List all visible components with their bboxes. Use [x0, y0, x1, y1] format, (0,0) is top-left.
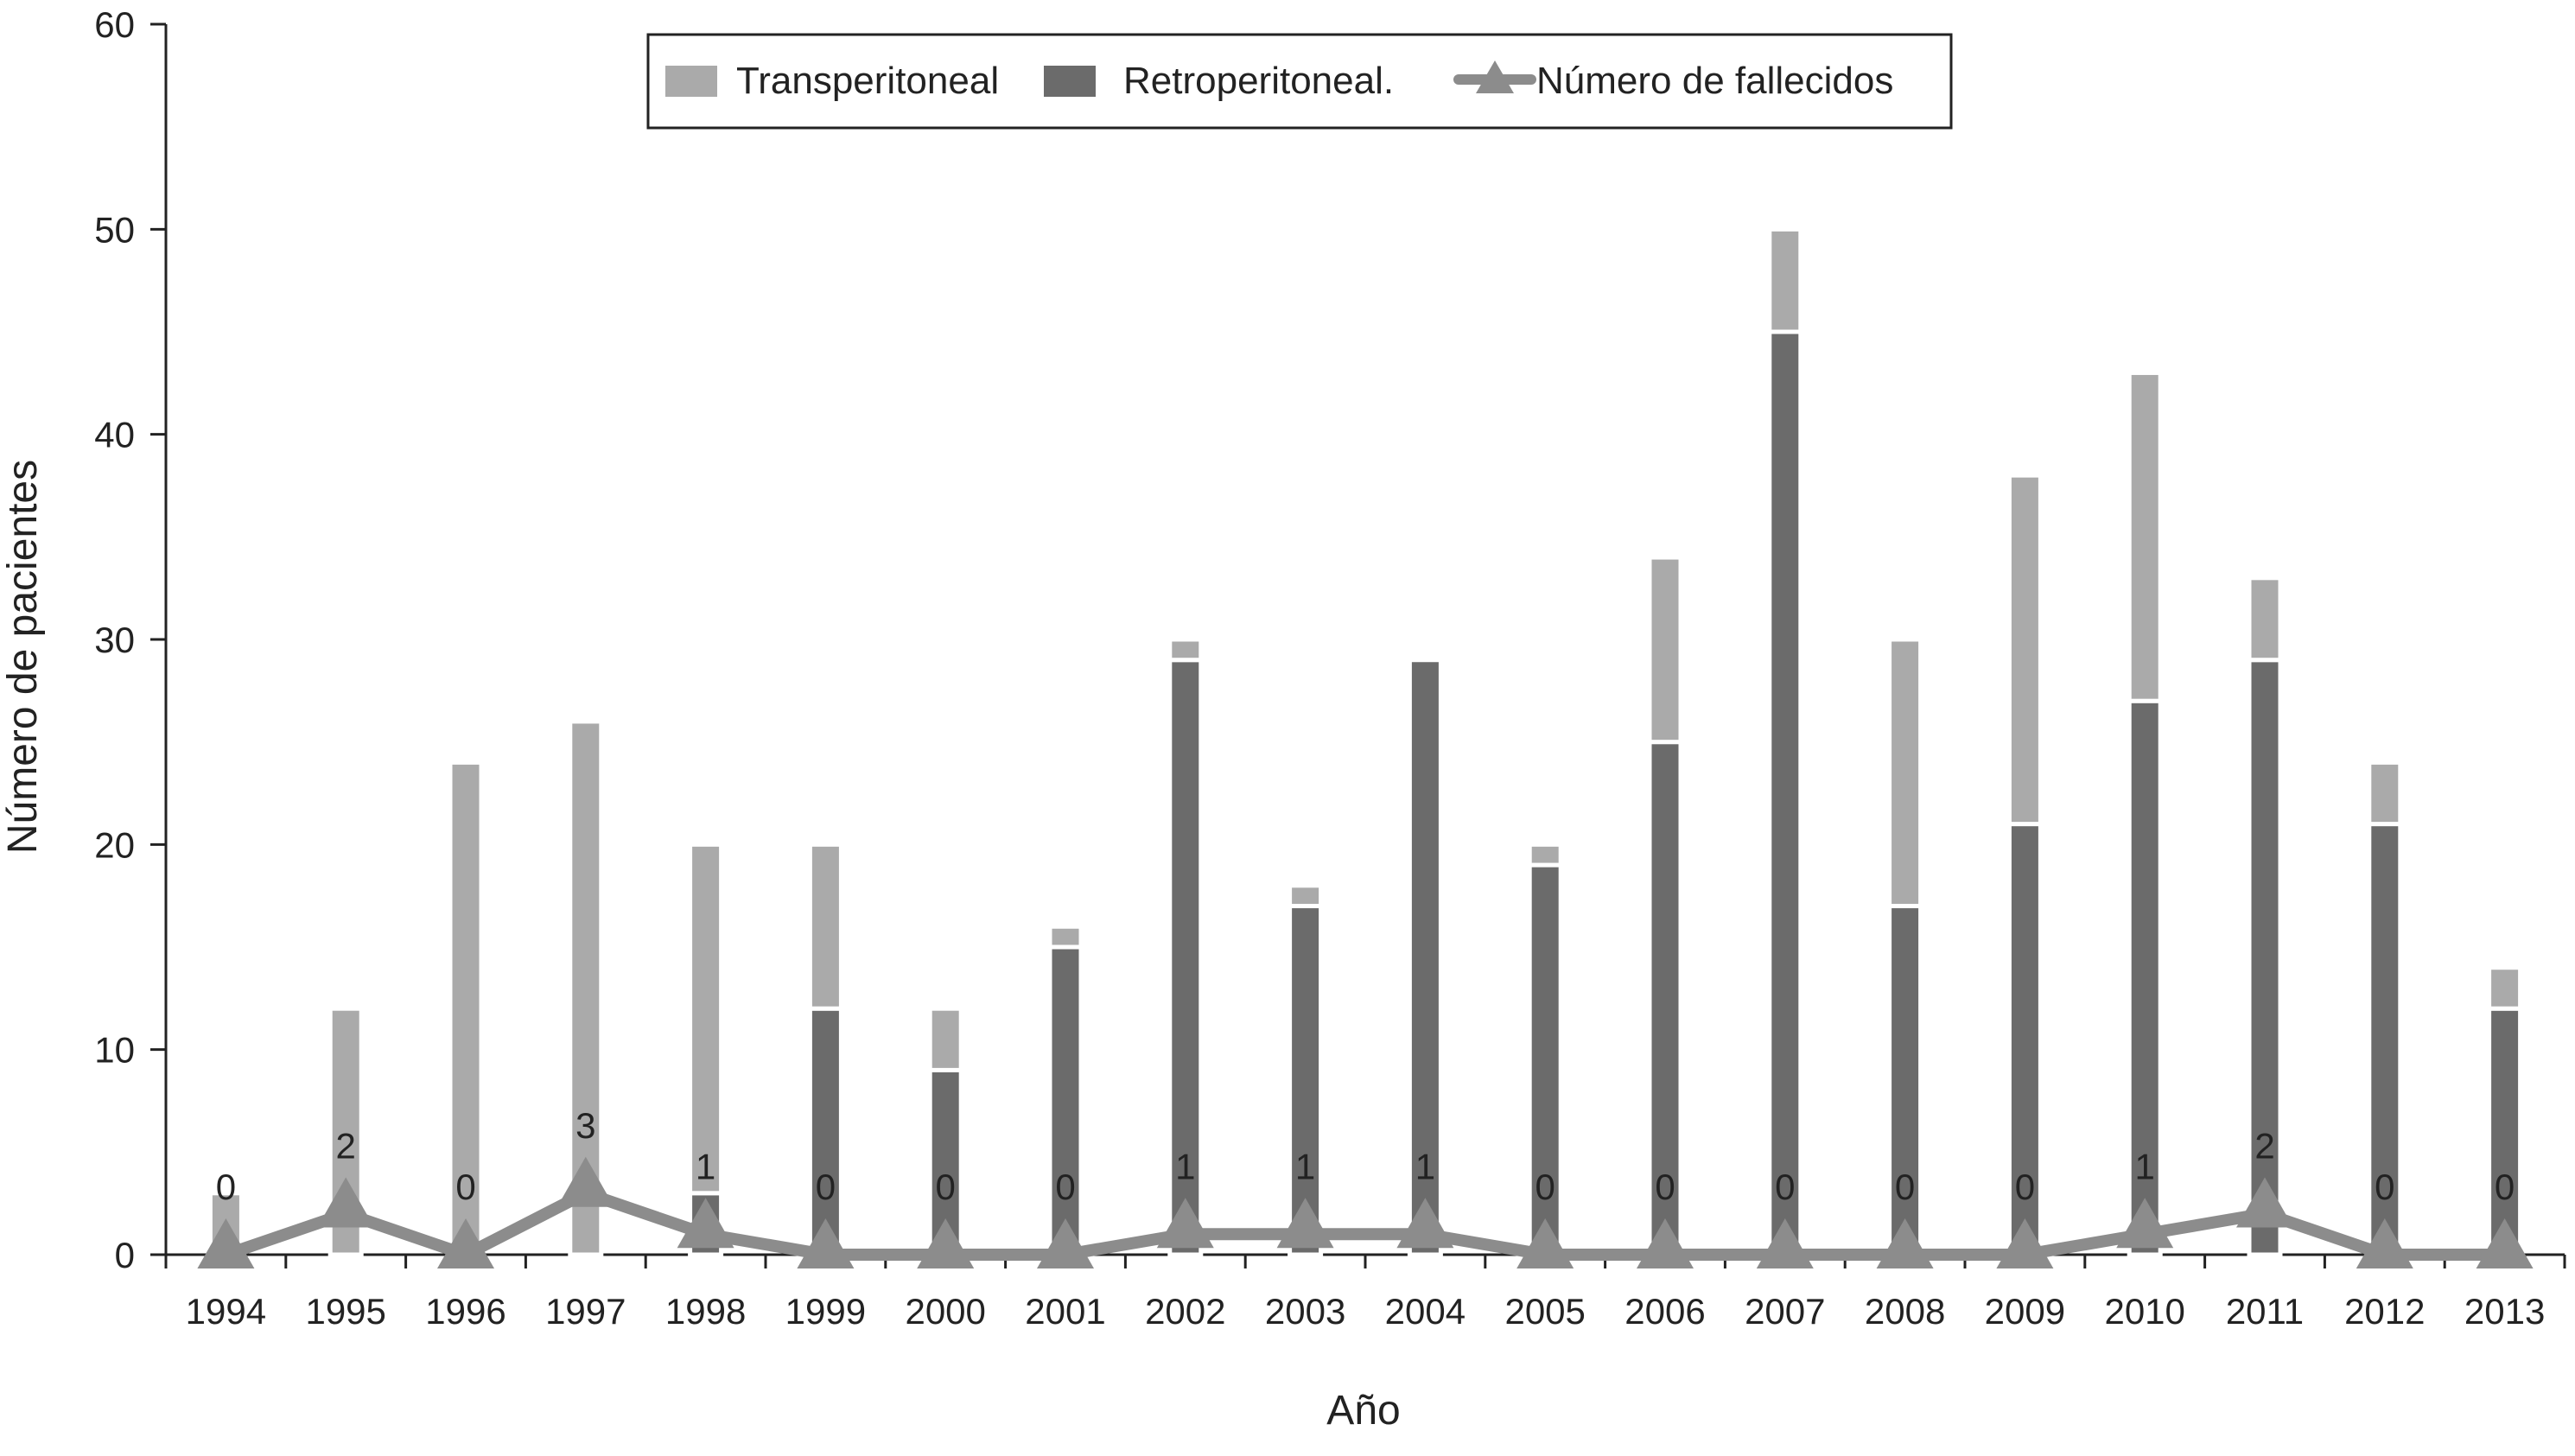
x-tick-label: 2002 — [1145, 1291, 1226, 1332]
bar-transperitoneal — [1170, 639, 1201, 660]
triangle-marker — [917, 1218, 974, 1268]
death-count-label: 0 — [2014, 1167, 2036, 1207]
x-tick-label: 2013 — [2464, 1291, 2546, 1332]
y-tick-label: 30 — [94, 620, 135, 660]
x-tick-label: 2009 — [1984, 1291, 2066, 1332]
triangle-marker — [797, 1218, 854, 1268]
triangle-marker — [1277, 1198, 1334, 1248]
bar-transperitoneal — [1890, 639, 1921, 906]
bar-transperitoneal — [2489, 968, 2521, 1008]
death-count-label: 0 — [215, 1167, 237, 1207]
x-tick-label: 2008 — [1864, 1291, 1946, 1332]
death-count-label: 3 — [575, 1104, 596, 1146]
bar-retroperitoneal — [810, 1008, 841, 1255]
x-tick-label: 2000 — [905, 1291, 986, 1332]
bar-transperitoneal — [1770, 229, 1801, 332]
death-labels — [216, 1105, 2515, 1207]
x-tick-label: 2005 — [1504, 1291, 1586, 1332]
y-tick-label: 0 — [114, 1235, 135, 1275]
death-count-label: 0 — [2494, 1167, 2515, 1207]
axes — [150, 24, 2565, 1268]
y-tick-label: 60 — [94, 4, 135, 45]
death-count-label: 1 — [695, 1146, 716, 1187]
death-count-label: 0 — [455, 1167, 476, 1207]
death-count-label: 0 — [2375, 1167, 2395, 1207]
legend-label-deaths: Número de fallecidos — [1536, 60, 1894, 102]
death-count-label: 2 — [2254, 1125, 2275, 1167]
bar-transperitoneal — [810, 844, 841, 1008]
y-tick-label: 50 — [94, 209, 135, 251]
bar-transperitoneal — [1529, 844, 1561, 865]
legend-swatch-transperitoneal — [665, 66, 717, 97]
death-count-label: 0 — [815, 1167, 836, 1207]
x-tick-label: 2003 — [1264, 1291, 1346, 1332]
triangle-marker — [557, 1157, 614, 1207]
bar-transperitoneal — [1050, 926, 1081, 947]
bar-retroperitoneal — [2489, 1008, 2521, 1255]
death-count-label: 1 — [1415, 1146, 1436, 1187]
triangle-marker — [2476, 1218, 2534, 1268]
x-tick-label: 1997 — [545, 1291, 626, 1332]
bar-retroperitoneal — [1770, 332, 1801, 1255]
bar-transperitoneal — [2009, 475, 2040, 823]
x-tick-label: 2006 — [1624, 1291, 1706, 1332]
death-count-label: 1 — [2134, 1146, 2155, 1187]
legend-label-retroperitoneal: Retroperitoneal. — [1123, 60, 1395, 102]
x-tick-label: 2004 — [1384, 1291, 1466, 1332]
y-tick-label: 20 — [94, 824, 135, 866]
triangle-marker — [1516, 1218, 1574, 1268]
x-axis-title: Año — [1326, 1388, 1401, 1434]
death-count-label: 1 — [1294, 1146, 1316, 1187]
x-tick-label: 1996 — [425, 1291, 506, 1332]
x-tick-label: 1995 — [305, 1291, 386, 1332]
deaths-line — [197, 1157, 2533, 1268]
x-tick-label: 1999 — [785, 1291, 867, 1332]
y-axis-title: Número de pacientes — [0, 459, 46, 855]
x-tick-label: 1994 — [185, 1291, 267, 1332]
bar-transperitoneal — [2129, 372, 2160, 701]
x-tick-label: 1998 — [664, 1291, 747, 1332]
death-count-label: 0 — [1775, 1167, 1796, 1207]
triangle-marker — [1877, 1218, 1934, 1268]
legend — [648, 35, 1951, 128]
triangle-marker — [1637, 1218, 1694, 1268]
triangle-marker — [1396, 1198, 1453, 1248]
bar-transperitoneal — [1290, 886, 1321, 906]
death-count-label: 0 — [1055, 1167, 1076, 1207]
x-tick-label: 2001 — [1025, 1291, 1106, 1332]
death-count-label: 0 — [1894, 1167, 1916, 1207]
triangle-marker — [2236, 1178, 2293, 1228]
death-count-label: 0 — [1655, 1167, 1675, 1207]
triangle-marker — [1037, 1218, 1094, 1268]
triangle-marker — [317, 1178, 374, 1228]
triangle-marker — [1157, 1198, 1214, 1248]
x-tick-label: 2007 — [1745, 1291, 1826, 1332]
bar-transperitoneal — [2249, 578, 2280, 660]
legend-swatch-retroperitoneal — [1044, 66, 1096, 97]
triangle-marker — [1996, 1218, 2053, 1268]
death-count-label: 1 — [1175, 1146, 1196, 1187]
triangle-marker — [2116, 1198, 2173, 1248]
bar-retroperitoneal — [1050, 947, 1081, 1255]
x-tick-label: 2010 — [2104, 1291, 2185, 1332]
legend-label-transperitoneal: Transperitoneal — [736, 60, 1000, 102]
death-count-label: 2 — [335, 1125, 356, 1167]
x-tick-label: 2011 — [2225, 1291, 2305, 1332]
bar-transperitoneal — [1650, 557, 1681, 742]
bar-transperitoneal — [930, 1008, 961, 1070]
y-tick-label: 40 — [94, 414, 135, 455]
y-tick-label: 10 — [94, 1029, 135, 1071]
death-count-label: 0 — [1535, 1167, 1555, 1207]
bar-transperitoneal — [2369, 762, 2400, 823]
triangle-marker — [1757, 1218, 1814, 1268]
x-tick-label: 2012 — [2344, 1291, 2426, 1332]
bar-transperitoneal — [690, 844, 722, 1192]
death-count-label: 0 — [935, 1167, 956, 1207]
bars — [210, 229, 2520, 1255]
